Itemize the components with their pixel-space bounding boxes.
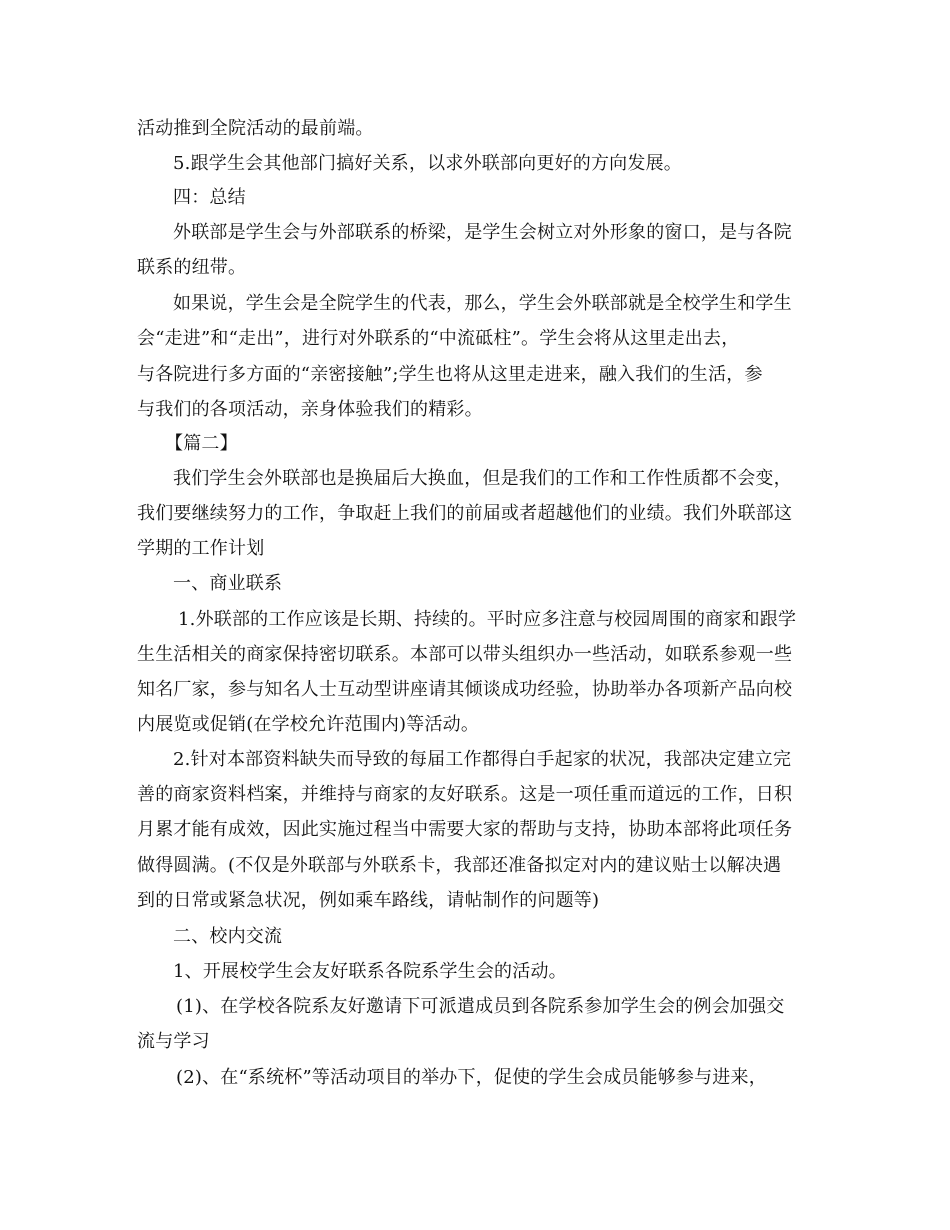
text-line: 生生活相关的商家保持密切联系。本部可以带头组织办一些活动，如联系参观一些 bbox=[137, 644, 793, 665]
text-line: 流与学习 bbox=[137, 1031, 210, 1052]
text-line: 5.跟学生会其他部门搞好关系，以求外联部向更好的方向发展。 bbox=[173, 153, 682, 174]
text-line: 做得圆满。(不仅是外联部与外联系卡，我部还准备拟定对内的建议贴士以解决遇 bbox=[137, 855, 782, 876]
text-line: 2.针对本部资料缺失而导致的每届工作都得白手起家的状况，我部决定建立完 bbox=[173, 749, 792, 770]
text-line: 活动推到全院活动的最前端。 bbox=[137, 118, 374, 139]
text-line: 我们要继续努力的工作，争取赶上我们的前届或者超越他们的业绩。我们外联部这 bbox=[137, 503, 793, 524]
text-line: 外联部是学生会与外部联系的桥梁，是学生会树立对外形象的窗口，是与各院 bbox=[173, 222, 792, 243]
text-line: 联系的纽带。 bbox=[137, 257, 247, 278]
section-heading: 四：总结 bbox=[173, 187, 246, 208]
text-line: 会“走进”和“走出”，进行对外联系的“中流砥柱”。学生会将从这里走出去， bbox=[137, 328, 740, 349]
text-line: 与各院进行多方面的“亲密接触”;学生也将从这里走进来，融入我们的生活，参 bbox=[137, 364, 763, 385]
text-line: (2)、在“系统杯”等活动项目的举办下，促使的学生会成员能够参与进来， bbox=[176, 1067, 767, 1088]
text-line: 内展览或促销(在学校允许范围内)等活动。 bbox=[137, 714, 480, 735]
text-line: 如果说，学生会是全院学生的代表，那么，学生会外联部就是全校学生和学生 bbox=[173, 293, 792, 314]
text-line: 知名厂家，参与知名人士互动型讲座请其倾谈成功经验，协助举办各项新产品向校 bbox=[137, 679, 793, 700]
text-line: 善的商家资料档案，并维持与商家的友好联系。这是一项任重而道远的工作，日积 bbox=[137, 784, 793, 805]
text-line: (1)、在学校各院系友好邀请下可派遣成员到各院系参加学生会的例会加强交 bbox=[176, 996, 785, 1017]
text-line: 我们学生会外联部也是换届后大换血，但是我们的工作和工作性质都不会变， bbox=[173, 468, 792, 489]
section-heading: 二、校内交流 bbox=[173, 926, 283, 947]
text-line: 学期的工作计划 bbox=[137, 538, 265, 559]
text-line: 1.外联部的工作应该是长期、持续的。平时应多注意与校园周围的商家和跟学 bbox=[178, 609, 797, 630]
text-line: 月累才能有成效，因此实施过程当中需要大家的帮助与支持，协助本部将此项任务 bbox=[137, 819, 793, 840]
text-line: 1、开展校学生会友好联系各院系学生会的活动。 bbox=[173, 961, 567, 982]
section-heading: 一、商业联系 bbox=[173, 573, 283, 594]
text-line: 与我们的各项活动，亲身体验我们的精彩。 bbox=[137, 399, 483, 420]
section-heading: 【篇二】 bbox=[165, 433, 238, 454]
text-line: 到的日常或紧急状况，例如乘车路线，请帖制作的问题等) bbox=[137, 890, 600, 911]
